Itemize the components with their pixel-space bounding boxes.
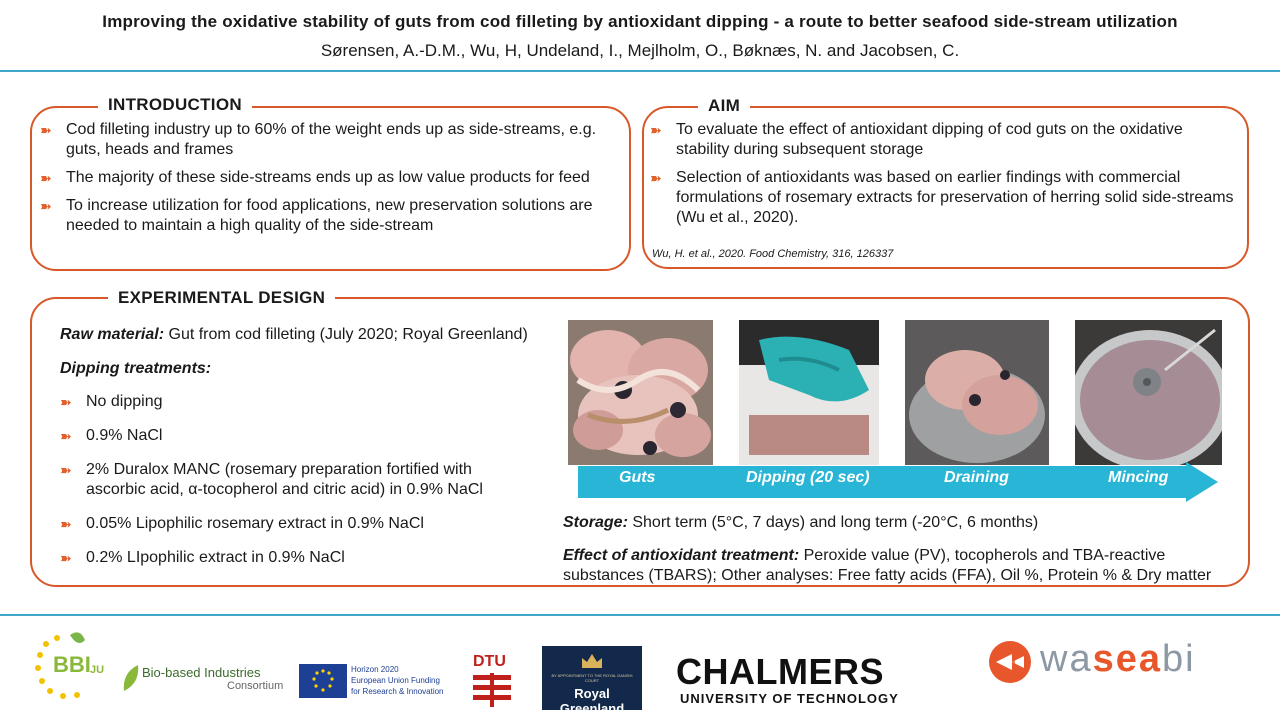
step-draining-label: Draining — [944, 469, 1009, 486]
raw-material-line: Raw material: Gut from cod filleting (July 2020; Royal Greenland) — [60, 326, 528, 343]
aim-heading: AIM — [698, 96, 750, 116]
royal-greenland-logo: BY APPOINTMENT TO THE ROYAL DANISH COURT Royal Greenland — [542, 646, 642, 710]
bullet-arrow-icon: ➽ — [60, 462, 72, 478]
waseabi-bi: bi — [1161, 638, 1196, 680]
storage-line: Storage: Short term (5°C, 7 days) and long term (-20°C, 6 months) — [563, 514, 1039, 531]
bullet-arrow-icon: ➽ — [60, 550, 72, 566]
list-item: ➽ 2% Duralox MANC (rosemary preparation fortified with ascorbic acid, α-tocopherol and citric acid) in 0.9% NaCl — [60, 461, 483, 498]
header-divider — [0, 70, 1280, 72]
step-dipping-label: Dipping (20 sec) — [746, 469, 870, 486]
effect-line: Effect of antioxidant treatment: Peroxide value (PV), tocopherols and TBA-reactive substances (TBARS); Other analyses: Free fatty acids (FFA), Oil %, Protein % & Dry matter — [563, 547, 1212, 584]
eu-horizon-logo: Horizon 2020 European Union Funding for Research & Innovation — [299, 664, 459, 700]
list-item: ➽ To increase utilization for food applications, new preservation solutions are needed to maintain a high quality of the side-stream — [40, 197, 593, 234]
list-item: ➽ 0.2% LIpophilic extract in 0.9% NaCl — [60, 549, 345, 566]
introduction-list — [40, 120, 615, 244]
list-item: ➽ The majority of these side-streams ends up as low value products for feed — [40, 169, 590, 186]
step-mincing-label: Mincing — [1108, 469, 1169, 486]
waseabi-logo — [988, 638, 1258, 688]
crown-icon — [580, 652, 604, 670]
poster-title: Improving the oxidative stability of guts from cod filleting by antioxidant dipping - a route to better seafood side-stream utilization — [102, 12, 1178, 31]
treatment-list — [60, 392, 520, 576]
list-item: ➽ No dipping — [60, 393, 163, 410]
mincing-photo — [1075, 320, 1222, 465]
bullet-arrow-icon: ➽ — [40, 198, 52, 214]
step-guts-label: Guts — [619, 469, 656, 486]
list-item: ➽ 0.05% Lipophilic rosemary extract in 0.9% NaCl — [60, 515, 424, 532]
bbi-ju-logo: BBI JU — [30, 630, 110, 700]
list-item: ➽ Cod filleting industry up to 60% of the weight ends up as side-streams, e.g. guts, heads and frames — [40, 121, 597, 158]
bullet-arrow-icon: ➽ — [60, 394, 72, 410]
leaf-icon — [120, 663, 142, 693]
experimental-design-heading: EXPERIMENTAL DESIGN — [108, 288, 335, 308]
list-item: ➽ 0.9% NaCl — [60, 427, 163, 444]
bullet-arrow-icon: ➽ — [60, 428, 72, 444]
waseabi-sea: sea — [1092, 638, 1162, 680]
list-item: ➽ Selection of antioxidants was based on earlier findings with commercial formulations of rosemary extracts for preservation of herring solid side-streams (Wu et al., 2020). — [650, 169, 1234, 226]
bio-based-industries-logo: Bio-based Industries Consortium — [120, 663, 285, 697]
bullet-arrow-icon: ➽ — [650, 170, 662, 186]
dipping-photo — [739, 320, 879, 465]
waseabi-wa: wa — [1040, 638, 1093, 680]
draining-photo — [905, 320, 1049, 465]
bullet-arrow-icon: ➽ — [60, 516, 72, 532]
dtu-logo: DTU — [473, 653, 513, 708]
eu-flag-icon — [299, 664, 347, 698]
introduction-heading: INTRODUCTION — [98, 95, 252, 115]
aim-list — [650, 120, 1235, 236]
bullet-arrow-icon: ➽ — [40, 122, 52, 138]
fish-icon — [988, 640, 1032, 684]
dtu-emblem-icon — [473, 673, 511, 707]
bullet-arrow-icon: ➽ — [650, 122, 662, 138]
dipping-treatments-label: Dipping treatments: — [60, 360, 212, 377]
aim-reference: Wu, H. et al., 2020. Food Chemistry, 316, 126337 — [652, 248, 894, 260]
bullet-arrow-icon: ➽ — [40, 170, 52, 186]
list-item: ➽ To evaluate the effect of antioxidant dipping of cod guts on the oxidative stability during subsequent storage — [650, 121, 1183, 158]
authors-line: Sørensen, A.-D.M., Wu, H, Undeland, I., Mejlholm, O., Bøknæs, N. and Jacobsen, C. — [320, 41, 960, 60]
chalmers-logo: CHALMERS UNIVERSITY OF TECHNOLOGY — [676, 651, 899, 706]
guts-photo — [568, 320, 713, 465]
footer-divider — [0, 614, 1280, 616]
